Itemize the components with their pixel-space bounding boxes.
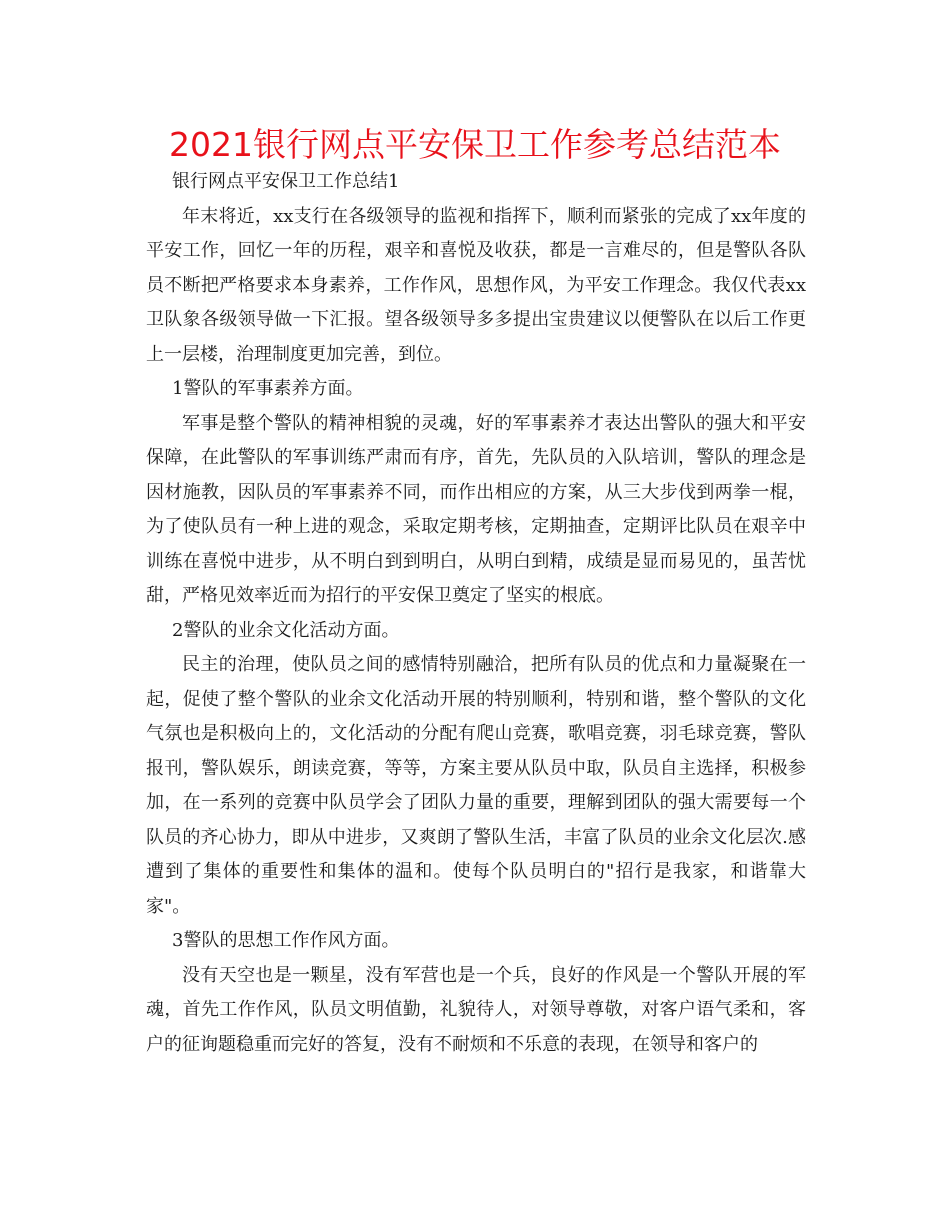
- section-heading-military: 1警队的军事素养方面。: [172, 378, 364, 399]
- paragraph-intro: 年末将近，xx支行在各级领导的监视和指挥下，顺利而紧张的完成了xx年度的平安工作，回忆一年的历程，艰辛和喜悦及收获，都是一言难尽的，但是警队各队员不断把严格要求本身素养，工作作风，思想作风，为平安工作理念。我仅代表xx卫队象各级领导做一下汇报。望各级领导多多提出宝贵建议以便警队在以后工作更上一层楼，治理制度更加完善，到位。: [146, 205, 806, 365]
- paragraph-culture: 民主的治理，使队员之间的感情特别融洽，把所有队员的优点和力量凝聚在一起，促使了整个警队的业余文化活动开展的特别顺利，特别和谐，整个警队的文化气氛也是积极向上的，文化活动的分配有爬山竞赛，歌唱竞赛，羽毛球竞赛，警队报刊，警队娱乐，朗读竞赛，等等，方案主要从队员中取，队员自主选择，积极参加，在一系列的竞赛中队员学会了团队力量的重要，理解到团队的强大需要每一个队员的齐心协力，即从中进步，又爽朗了警队生活，丰富了队员的业余文化层次.感遭到了集体的重要性和集体的温和。使每个队员明白的"招行是我家，和谐靠大家"。: [146, 654, 806, 917]
- document-subtitle: 银行网点平安保卫工作总结1: [172, 171, 400, 192]
- section-heading-culture: 2警队的业余文化活动方面。: [172, 619, 400, 641]
- section-heading-style: 3警队的思想工作作风方面。: [172, 930, 400, 951]
- paragraph-style: 没有天空也是一颗星，没有军营也是一个兵，良好的作风是一个警队开展的军魂，首先工作作风，队员文明值勤，礼貌待人，对领导尊敬，对客户语气柔和，客户的征询题稳重而完好的答复，没有不耐烦和不乐意的表现，在领导和客户的: [146, 964, 806, 1055]
- paragraph-military: 军事是整个警队的精神相貌的灵魂，好的军事素养才表达出警队的强大和平安保障，在此警队的军事训练严肃而有序，首先，先队员的入队培训，警队的理念是因材施教，因队员的军事素养不同，而作出相应的方案，从三大步伐到两拳一棍，为了使队员有一种上进的观念，采取定期考核，定期抽查，定期评比队员在艰辛中训练在喜悦中进步，从不明白到到明白，从明白到精，成绩是显而易见的，虽苦忧甜，严格见效率近而为招行的平安保卫奠定了坚实的根底。: [146, 412, 806, 606]
- document-body: [146, 165, 806, 1062]
- document-title: 2021银行网点平安保卫工作参考总结范本: [169, 125, 781, 164]
